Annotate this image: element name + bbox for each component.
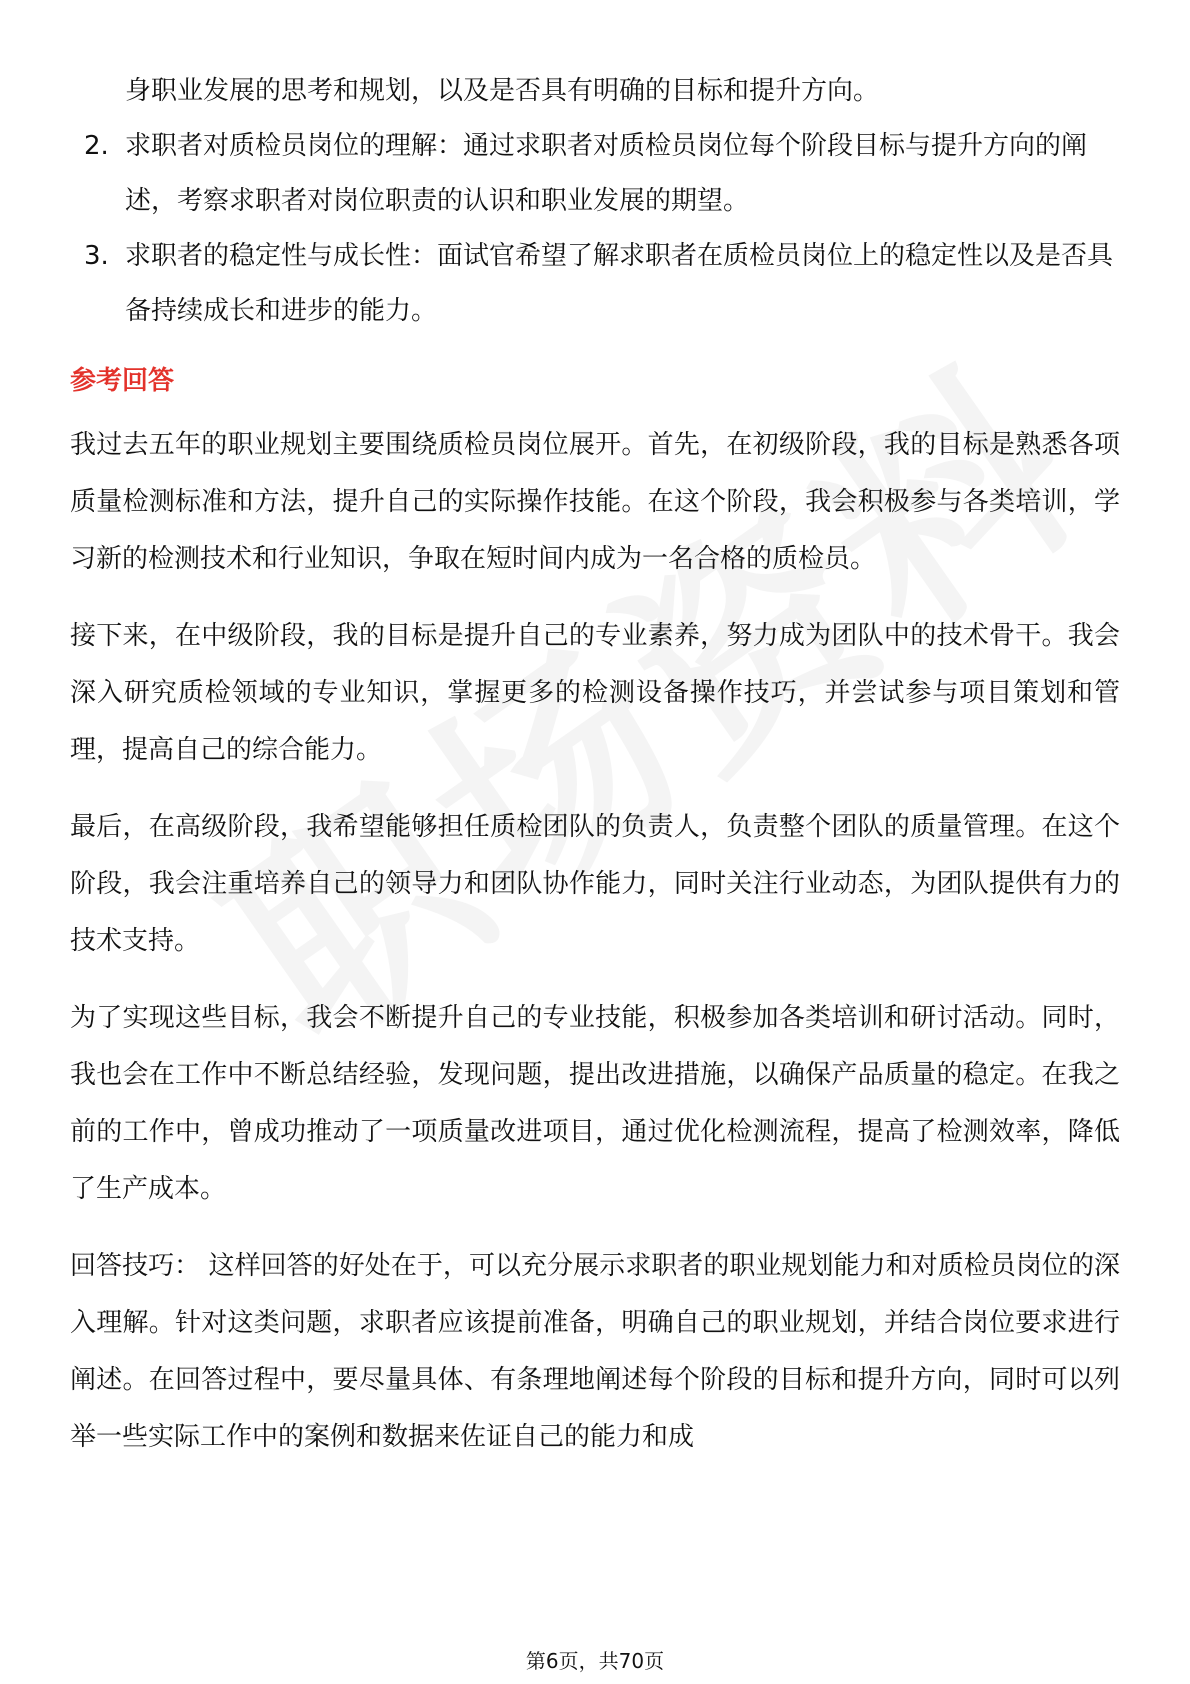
section-heading: 参考回答 — [70, 366, 175, 396]
page-number: 第6页，共70页 — [525, 1649, 665, 1673]
paragraph: 接下来，在中级阶段，我的目标是提升自己的专业素养，努力成为团队中的技术骨干。我会深入研究质检领域的专业知识，掌握更多的检测设备操作技巧，并尝试参与项目策划和管理，提高自己的综合能力。 — [70, 621, 1120, 765]
list-item-continuation: 身职业发展的思考和规划，以及是否具有明确的目标和提升方向。 — [125, 76, 880, 106]
list-item-number: 3. — [84, 241, 109, 271]
paragraph: 为了实现这些目标，我会不断提升自己的专业技能，积极参加各类培训和研讨活动。同时，我也会在工作中不断总结经验，发现问题，提出改进措施，以确保产品质量的稳定。在我之前的工作中，曾成功推动了一项质量改进项目，通过优化检测流程，提高了检测效率，降低了生产成本。 — [70, 1003, 1120, 1204]
list-item-text: 求职者的稳定性与成长性：面试官希望了解求职者在质检员岗位上的稳定性以及是否具备持续成长和进步的能力。 — [125, 241, 1114, 326]
list-item — [70, 119, 1120, 229]
document-body — [70, 64, 1120, 1486]
paragraph: 最后，在高级阶段，我希望能够担任质检团队的负责人，负责整个团队的质量管理。在这个阶段，我会注重培养自己的领导力和团队协作能力，同时关注行业动态，为团队提供有力的技术支持。 — [70, 812, 1120, 956]
list-item-number: 2. — [84, 131, 109, 161]
paragraph: 我过去五年的职业规划主要围绕质检员岗位展开。首先，在初级阶段，我的目标是熟悉各项质量检测标准和方法，提升自己的实际操作技能。在这个阶段，我会积极参与各类培训，学习新的检测技术和行业知识，争取在短时间内成为一名合格的质检员。 — [70, 430, 1120, 574]
answer-tips-paragraph: 回答技巧： 这样回答的好处在于，可以充分展示求职者的职业规划能力和对质检员岗位的深入理解。针对这类问题，求职者应该提前准备，明确自己的职业规划，并结合岗位要求进行阐述。在回答过程中，要尽量具体、有条理地阐述每个阶段的目标和提升方向，同时可以列举一些实际工作中的案例和数据来佐证自己的能力和成 — [70, 1251, 1120, 1452]
list-item — [70, 229, 1120, 339]
list-item-text: 求职者对质检员岗位的理解：通过求职者对质检员岗位每个阶段目标与提升方向的阐述，考察求职者对岗位职责的认识和职业发展的期望。 — [125, 131, 1088, 216]
